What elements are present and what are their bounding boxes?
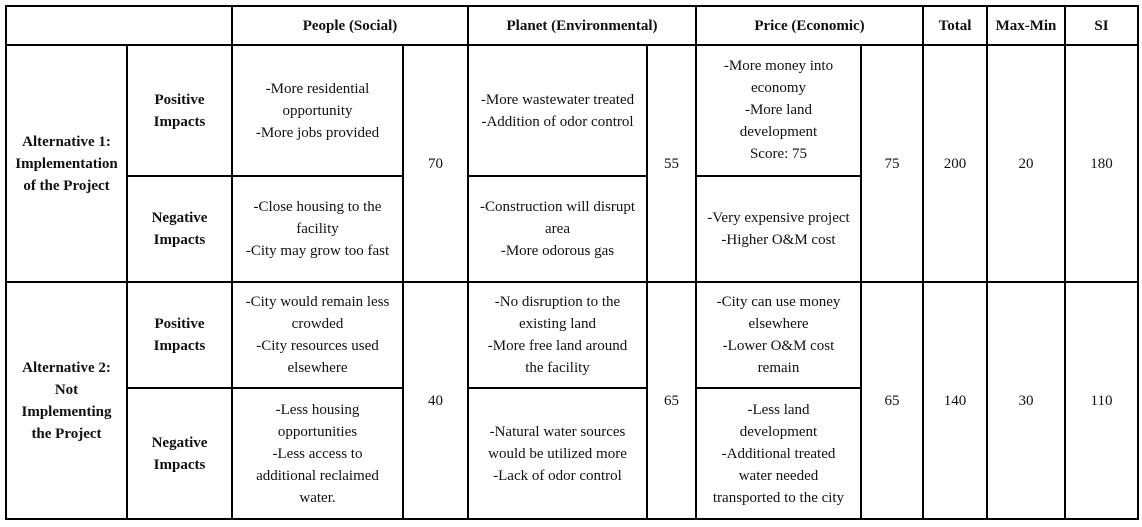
alt2-positive-planet-line: -No disruption to the: [494, 294, 621, 310]
alt1-negative-label-line: Impacts: [153, 232, 206, 248]
alt1-negative-planet: [468, 176, 647, 282]
alt1-positive-price-line: -More money into: [723, 58, 834, 74]
alt2-negative-people-line: additional reclaimed: [256, 467, 379, 484]
alt2-planet-score: 65: [647, 282, 696, 519]
alt1-total: 200: [923, 45, 987, 282]
alt2-positive-people-line: crowded: [291, 316, 344, 332]
alt2-negative-label-line: Impacts: [153, 456, 206, 473]
alt1-people-score: 70: [403, 45, 468, 282]
alt2-positive-planet-line: existing land: [518, 316, 597, 332]
alt2-positive-label-line: Impacts: [153, 338, 206, 354]
alt2-negative-price: [696, 388, 861, 519]
alt2-positive-label-line: Positive: [154, 316, 205, 332]
alt2-negative-people-line: opportunities: [277, 423, 358, 440]
header-empty: [6, 6, 232, 45]
alt1-positive-row: [6, 45, 1138, 176]
alt1-negative-planet-line: -Construction will disrupt: [480, 199, 635, 215]
alt2-positive-row: [6, 282, 1138, 388]
alt2-negative-people-line: water.: [299, 489, 336, 506]
alt2-negative-price-line: -Additional treated: [721, 445, 836, 462]
alt1-negative-price-line: -Very expensive project: [707, 210, 850, 226]
alt2-label-line: the Project: [31, 425, 102, 442]
alt2-label-line: Not: [54, 381, 79, 398]
alt1-negative-label-line: Negative: [151, 210, 208, 226]
alt1-negative-price: [696, 176, 861, 282]
alt2-negative-planet-line: -Lack of odor control: [493, 467, 622, 484]
alt2-total: 140: [923, 282, 987, 519]
alt2-positive-people-line: -City would remain less: [245, 294, 390, 310]
alt1-positive-people-line: -More jobs provided: [255, 125, 380, 141]
alt1-positive-label: [127, 45, 232, 176]
alt2-negative-label: [127, 388, 232, 519]
alt1-negative-label: [127, 176, 232, 282]
header-maxmin: Max-Min: [987, 6, 1065, 45]
alt1-maxmin: 20: [987, 45, 1065, 282]
alt1-positive-price-line: development: [739, 124, 818, 140]
alt2-negative-price-line: water needed: [738, 467, 819, 484]
alt2-positive-price-line: remain: [757, 360, 800, 376]
alt2-negative-people: [232, 388, 403, 519]
alt1-label-line: Alternative 1:: [22, 133, 111, 150]
alt2-negative-people-line: -Less housing: [275, 401, 360, 418]
alt1-positive-price-line: Score: 75: [749, 146, 808, 162]
alt1-label-line: of the Project: [23, 177, 110, 194]
alt2-maxmin: 30: [987, 282, 1065, 519]
alt2-negative-planet: [468, 388, 647, 519]
alt2-positive-planet: [468, 282, 647, 388]
alt1-planet-score: 55: [647, 45, 696, 282]
alt2-negative-price-line: development: [739, 423, 818, 440]
alt1-negative-price-line: -Higher O&M cost: [721, 232, 836, 248]
alt1-negative-people-line: -City may grow too fast: [245, 243, 390, 259]
header-planet: Planet (Environmental): [468, 6, 696, 45]
alt2-positive-people-line: -City resources used: [256, 338, 379, 354]
alt1-positive-planet-line: -Addition of odor control: [481, 114, 634, 130]
alt1-label-line: Implementation: [15, 155, 118, 172]
alt2-negative-label-line: Negative: [151, 434, 208, 451]
header-price: Price (Economic): [696, 6, 923, 45]
alt1-negative-planet-line: area: [545, 221, 570, 237]
alt1-negative-people-line: -Close housing to the: [253, 199, 382, 215]
header-si: SI: [1065, 6, 1138, 45]
alt1-positive-price-line: economy: [751, 80, 806, 96]
alt2-negative-planet-line: would be utilized more: [488, 445, 627, 462]
alt2-people-score: 40: [403, 282, 468, 519]
alt1-positive-label-line: Positive: [154, 91, 205, 108]
alt2-positive-people-line: elsewhere: [287, 360, 348, 376]
alt2-positive-planet-line: the facility: [525, 360, 590, 376]
alt1-positive-people-line: -More residential: [265, 81, 370, 97]
alt1-positive-label-line: Impacts: [153, 113, 206, 130]
header-total: Total: [923, 6, 987, 45]
alt1-positive-people-line: opportunity: [282, 103, 353, 119]
tbl-impact-matrix: [5, 5, 1139, 520]
alt1-positive-planet: [468, 45, 647, 176]
alt2-negative-price-line: -Less land: [747, 401, 810, 418]
alt1-positive-people: [232, 45, 403, 176]
alt1-positive-price-line: -More land: [744, 102, 813, 118]
alt2-label-line: Implementing: [21, 403, 112, 420]
alt2-label-line: Alternative 2:: [22, 359, 111, 376]
header-people: People (Social): [232, 6, 468, 45]
alt2-positive-price-line: elsewhere: [748, 316, 809, 332]
alt2-price-score: 65: [861, 282, 923, 519]
alt1-negative-people-line: facility: [296, 221, 339, 237]
alt2-negative-people-line: -Less access to: [272, 445, 363, 462]
alt2-negative-price-line: transported to the city: [712, 489, 845, 506]
alt2-label: [6, 282, 127, 519]
alt2-positive-price-line: -City can use money: [716, 294, 841, 310]
alt2-positive-people: [232, 282, 403, 388]
alt2-positive-planet-line: -More free land around: [487, 338, 628, 354]
alt1-positive-price: [696, 45, 861, 176]
header-row: [6, 6, 1138, 45]
alt1-si: 180: [1065, 45, 1138, 282]
alt1-negative-people: [232, 176, 403, 282]
alt2-positive-label: [127, 282, 232, 388]
alt2-positive-price-line: -Lower O&M cost: [722, 338, 835, 354]
alt2-positive-price: [696, 282, 861, 388]
alt1-positive-planet-line: -More wastewater treated: [480, 92, 635, 108]
alt1-price-score: 75: [861, 45, 923, 282]
alt1-negative-planet-line: -More odorous gas: [500, 243, 615, 259]
alt2-negative-planet-line: -Natural water sources: [489, 423, 626, 440]
alt1-label: [6, 45, 127, 282]
alt2-si: 110: [1065, 282, 1138, 519]
